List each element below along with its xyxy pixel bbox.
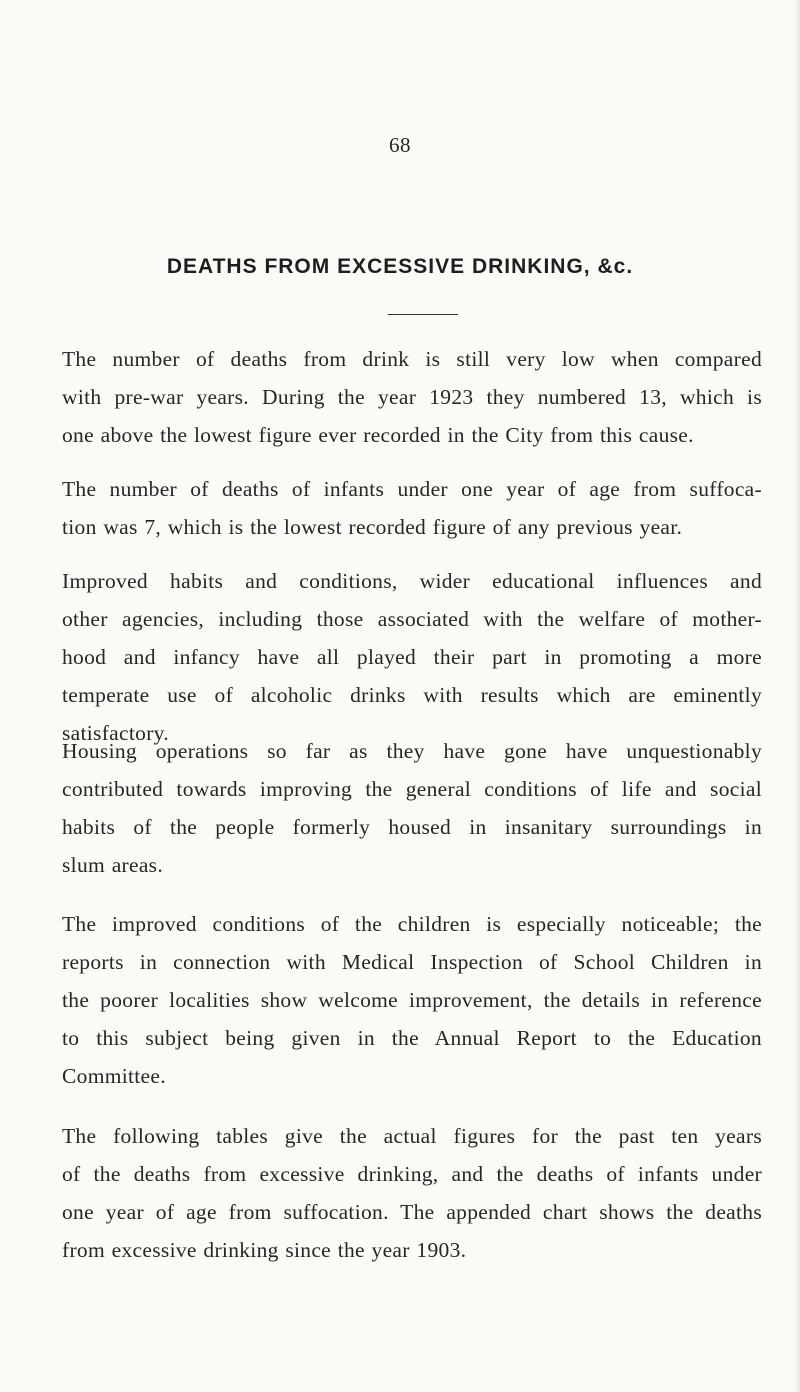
paragraph-infant-suffocation — [62, 470, 762, 546]
text-line: tion was 7, which is the lowest recorded figure of any previous year. — [62, 515, 683, 539]
text-line: The improved conditions of the children is especially noticeable; the — [62, 912, 762, 936]
text-line: hood and infancy have all played their part in promoting a more — [62, 645, 762, 669]
paragraph-housing — [62, 732, 762, 884]
text-line: The number of deaths from drink is still very low when compared — [62, 347, 762, 371]
text-line: habits of the people formerly housed in insanitary surroundings in — [62, 815, 762, 839]
text-line: of the deaths from excessive drinking, and the deaths of infants under — [62, 1162, 762, 1186]
text-line: The number of deaths of infants under one year of age from suffoca- — [62, 477, 762, 501]
page-number: 68 — [389, 133, 411, 157]
paragraph-improved-habits — [62, 562, 762, 752]
page-edge-shadow — [794, 0, 800, 1392]
text-line: from excessive drinking since the year 1903. — [62, 1238, 467, 1262]
text-line: Housing operations so far as they have gone have unquestionably — [62, 739, 762, 763]
text-line: contributed towards improving the general conditions of life and social — [62, 777, 762, 801]
text-line: one above the lowest figure ever recorded in the City from this cause. — [62, 423, 694, 447]
paragraph-drink-deaths — [62, 340, 762, 454]
text-line: slum areas. — [62, 853, 164, 877]
paragraph-children-conditions — [62, 905, 762, 1095]
text-line: temperate use of alcoholic drinks with results which are eminently — [62, 683, 762, 707]
paragraph-following-tables — [62, 1117, 762, 1269]
text-line: one year of age from suffocation. The appended chart shows the deaths — [62, 1200, 762, 1224]
heading-divider — [388, 314, 458, 315]
text-line: The following tables give the actual figures for the past ten years — [62, 1124, 762, 1148]
section-heading: DEATHS FROM EXCESSIVE DRINKING, &c. — [166, 255, 634, 278]
text-line: satisfactory. — [62, 721, 169, 745]
text-line: reports in connection with Medical Inspection of School Children in — [62, 950, 762, 974]
text-line: to this subject being given in the Annual Report to the Education — [62, 1026, 762, 1050]
text-line: Improved habits and conditions, wider educational influences and — [62, 569, 762, 593]
text-line: Committee. — [62, 1064, 166, 1088]
text-line: other agencies, including those associated with the welfare of mother- — [62, 607, 762, 631]
text-line: with pre-war years. During the year 1923 they numbered 13, which is — [62, 385, 762, 409]
text-line: the poorer localities show welcome improvement, the details in reference — [62, 988, 762, 1012]
